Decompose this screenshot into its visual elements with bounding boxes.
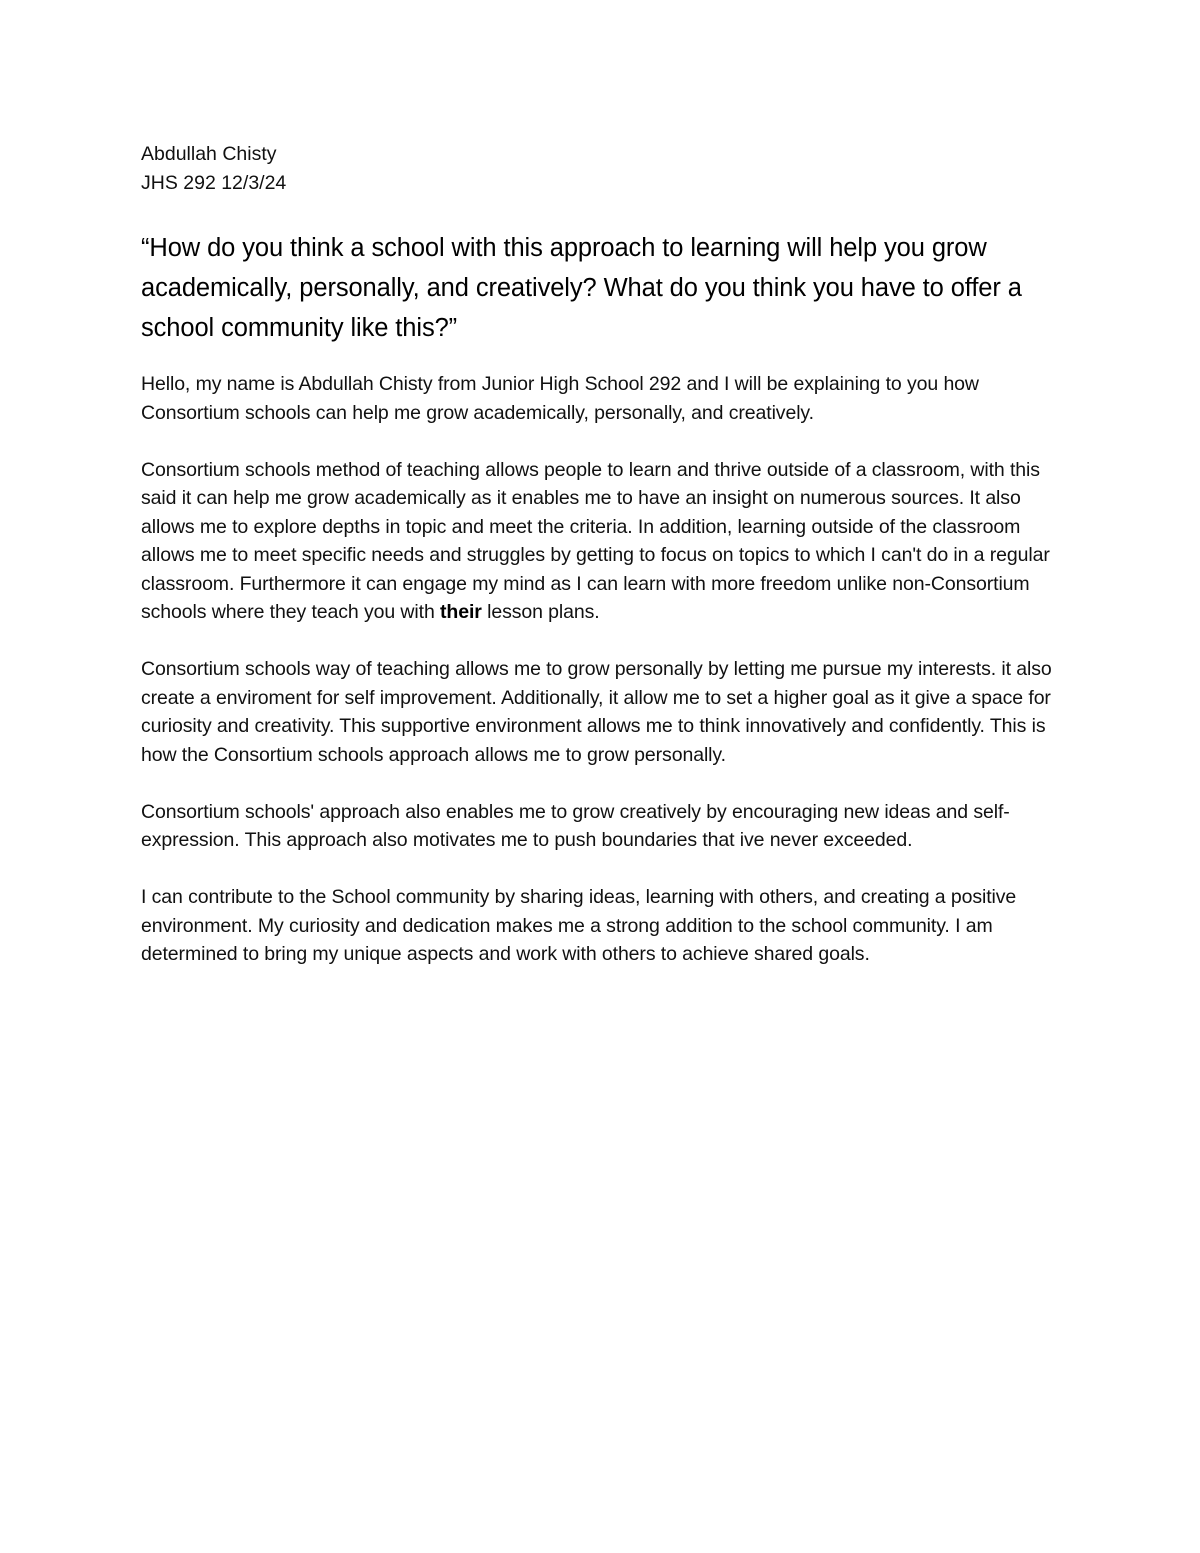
author-block [141,140,1071,197]
document-page [141,140,1071,969]
emphasized-word: their [440,601,482,623]
intro-paragraph: Hello, my name is Abdullah Chisty from Junior High School 292 and I will be explaining to you how Consortium schools can help me grow academically, personally, and creatively. [141,373,979,424]
creative-paragraph: Consortium schools' approach also enables me to grow creatively by encouraging new ideas and self-expression. This approach also motivates me to push boundaries that ive never exceeded. [141,800,1010,851]
academic-text-start: Consortium schools method of teaching allows people to learn and thrive outside of a classroom, with this said it can help me grow academically as it enables me to have an insight on numerous sources. It also allows me to explore depths in topic and meet the criteria. In addition, learning outside of the classroom allows me to meet specific needs and struggles by getting to focus on topics to which I can't do in a regular classroom. Furthermore it can engage my mind as I can learn with more freedom unlike non-Consortium schools where they teach you with [141,458,1050,623]
academic-text-end: lesson plans. [481,601,600,623]
essay-prompt: “How do you think a school with this approach to learning will help you grow academically, personally, and creatively? What do you think you have to offer a school community like this?” [141,234,1022,342]
author-name: Abdullah Chisty [141,143,277,165]
academic-paragraph [141,456,1071,627]
school-date-line: JHS 292 12/3/24 [141,171,287,194]
personal-paragraph: Consortium schools way of teaching allows me to grow personally by letting me pursue my interests. it also create a enviroment for self improvement. Additionally, it allow me to set a higher goal as it give a space for curiosity and creativity. This supportive environment allows me to think innovatively and confidently. This is how the Consortium schools approach allows me to grow personally. [141,658,1052,766]
contribution-paragraph: I can contribute to the School community by sharing ideas, learning with others, and creating a positive environment. My curiosity and dedication makes me a strong addition to the school community. I am determined to bring my unique aspects and work with others to achieve shared goals. [141,886,1017,965]
essay-body [141,370,1071,969]
